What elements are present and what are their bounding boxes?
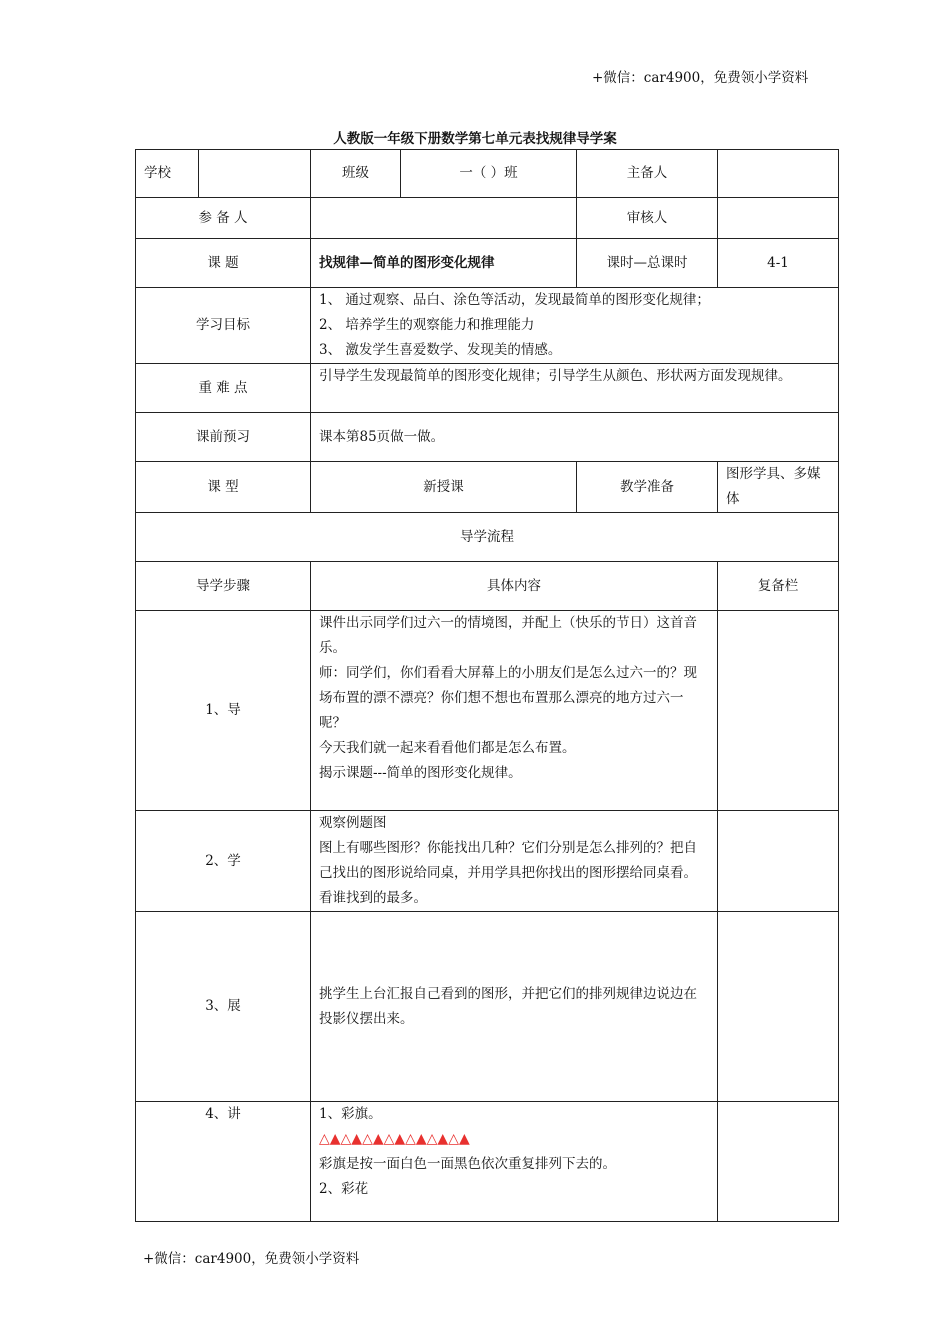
reviewer-label: 审核人 (577, 198, 718, 239)
school-value (199, 150, 311, 198)
step-notes (718, 912, 839, 1102)
period-value: 4-1 (718, 239, 839, 288)
goals-list (311, 288, 839, 364)
step-line: 师：同学们，你们看看大屏幕上的小朋友们是怎么过六一的？现场布置的漂不漂亮？你们想不想也布置那么漂亮的地方过六一呢？ (319, 665, 697, 731)
column-content: 具体内容 (311, 562, 718, 611)
step-line: 2、彩花 (319, 1181, 369, 1197)
step-line: 观察例题图 (319, 815, 387, 831)
step-content (311, 611, 718, 811)
lesson-plan-table (135, 149, 839, 1222)
step-name: 1、导 (136, 611, 311, 811)
step-content (311, 912, 718, 1102)
reviewer-value (718, 198, 839, 239)
participants-label: 参 备 人 (136, 198, 311, 239)
participants-value (311, 198, 577, 239)
step-line: 今天我们就一起来看看他们都是怎么布置。 (319, 740, 576, 756)
step-name: 3、展 (136, 912, 311, 1102)
class-label: 班级 (311, 150, 401, 198)
lead-value (718, 150, 839, 198)
lead-label: 主备人 (577, 150, 718, 198)
prep-value: 图形学具、多媒体 (718, 462, 839, 513)
step-name: 4、讲 (136, 1102, 311, 1222)
step-line: 1、彩旗。 (319, 1106, 382, 1122)
flow-title: 导学流程 (136, 513, 839, 562)
goal-item: 2、 培养学生的观察能力和推理能力 (319, 317, 535, 333)
step-line: 揭示课题---简单的图形变化规律。 (319, 765, 522, 781)
period-label: 课时—总课时 (577, 239, 718, 288)
goal-item: 1、 通过观察、品白、涂色等活动，发现最简单的图形变化规律； (319, 292, 710, 308)
topic-label: 课 题 (136, 239, 311, 288)
header-note: +微信：car4900，免费领小学资料 (592, 70, 809, 86)
document-title: 人教版一年级下册数学第七单元表找规律导学案 (333, 131, 617, 147)
triangle-sequence: △▲△▲△▲△▲△▲△▲△▲ (319, 1131, 470, 1147)
step-name: 2、学 (136, 811, 311, 912)
footer-note: +微信：car4900，免费领小学资料 (143, 1251, 360, 1267)
step-line: 课件出示同学们过六一的情境图，并配上（快乐的节日）这首音乐。 (319, 615, 697, 656)
step-content (311, 811, 718, 912)
school-label: 学校 (136, 150, 199, 198)
step-notes (718, 1102, 839, 1222)
step-notes (718, 611, 839, 811)
preview-label: 课前预习 (136, 413, 311, 462)
column-notes: 复备栏 (718, 562, 839, 611)
goal-item: 3、 激发学生喜爱数学、发现美的情感。 (319, 342, 562, 358)
step-content (311, 1102, 718, 1222)
prep-label: 教学准备 (577, 462, 718, 513)
preview-value: 课本第85页做一做。 (311, 413, 839, 462)
goals-label: 学习目标 (136, 288, 311, 364)
step-line: 挑学生上台汇报自己看到的图形，并把它们的排列规律边说边在投影仪摆出来。 (319, 985, 697, 1027)
lesson-type-value: 新授课 (311, 462, 577, 513)
step-line: 图上有哪些图形？你能找出几种？它们分别是怎么排列的？把自己找出的图形说给同桌，并用学具把你找出的图形摆给同桌看。看谁找到的最多。 (319, 840, 697, 906)
topic-value: 找规律—简单的图形变化规律 (311, 239, 577, 288)
column-step: 导学步骤 (136, 562, 311, 611)
step-line: 彩旗是按一面白色一面黑色依次重复排列下去的。 (319, 1156, 616, 1172)
key-points-value: 引导学生发现最简单的图形变化规律；引导学生从颜色、形状两方面发现规律。 (311, 364, 839, 413)
lesson-type-label: 课 型 (136, 462, 311, 513)
key-points-label: 重 难 点 (136, 364, 311, 413)
class-value: 一（ ）班 (401, 150, 577, 198)
step-notes (718, 811, 839, 912)
